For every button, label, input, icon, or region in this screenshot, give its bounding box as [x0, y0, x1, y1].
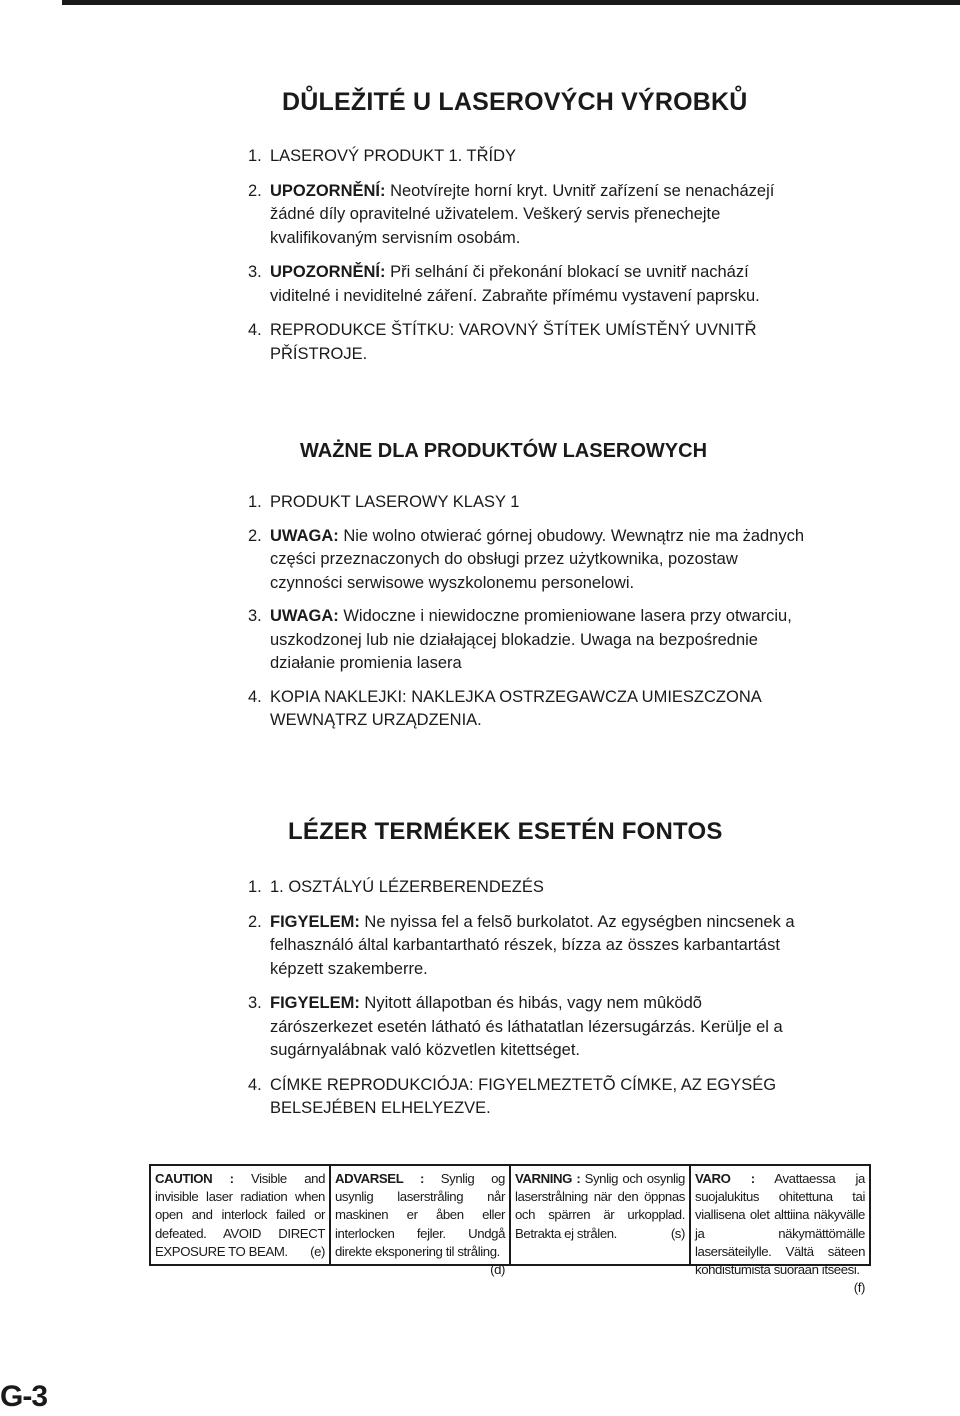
czech-item-3: 3. UPOZORNĚNÍ: Při selhání či překonání blokací se uvnitř nachází viditelné i neviditelné záření. Zabraňte přímému vystavení paprsku.	[248, 263, 760, 305]
polish-item-3: 3. UWAGA: Widoczne i niewidoczne promieniowane lasera przy otwarciu, uszkodzonej lub nie działającej blokadzie. Uwaga na bezpośrednie działanie promienia lasera	[248, 607, 792, 672]
hungarian-item-3: 3. FIGYELEM: Nyitott állapotban és hibás, vagy nem mûködõ zárószerkezet esetén látható és láthatatlan lézersugárzás. Kerülje el a sugárnyalábnak való közvetlen kitettséget.	[248, 994, 783, 1059]
hungarian-item-2: 2. FIGYELEM: Ne nyissa fel a felsõ burkolatot. Az egységben nincsenek a felhasználó által karbantartható részek, bízza az összes karbantartást képzett szakemberre.	[248, 912, 795, 978]
page-number: G-3	[0, 1380, 48, 1413]
warning-label-english: CAUTION : Visible and invisible laser radiation when open and interlock failed or defeated. AVOID DIRECT EXPOSURE TO BEAM. (e)	[151, 1166, 331, 1264]
top-rule	[62, 0, 960, 5]
warning-label-finnish: VARO : Avattaessa ja suojalukitus ohitettuna tai viallisena olet alttiina näkyvälle ja näkymättömälle lasersäteilylle. Vältä säteen kohdistumista suoraan itseesi. (f)	[695, 1171, 865, 1296]
hungarian-item-1: 1. 1. OSZTÁLYÚ LÉZERBERENDEZÉS	[248, 878, 544, 896]
polish-item-1: 1. PRODUKT LASEROWY KLASY 1	[248, 493, 520, 511]
czech-item-2: 2. UPOZORNĚNÍ: Neotvírejte horní kryt. Uvnitř zařízení se nenacházejí žádné díly opravitelné uživatelem. Veškerý servis přenechejte kvalifikovaným servisním osobám.	[248, 181, 775, 247]
czech-title: DŮLEŽITÉ U LASEROVÝCH VÝROBKŮ	[282, 88, 748, 116]
czech-section	[248, 88, 808, 366]
czech-item-4: 4. REPRODUKCE ŠTÍTKU: VAROVNÝ ŠTÍTEK UMÍSTĚNÝ UVNITŘ PŘÍSTROJE.	[248, 321, 757, 363]
polish-title: WAŻNE DLA PRODUKTÓW LASEROWYCH	[300, 440, 708, 462]
hungarian-section	[248, 818, 808, 1121]
laser-warning-label-box	[149, 1164, 871, 1296]
hungarian-title: LÉZER TERMÉKEK ESETÉN FONTOS	[288, 818, 723, 845]
warning-label-danish: ADVARSEL : Synlig og usynlig laserstråling når maskinen er åben eller interlocken fejler. Undgå direkte eksponering til stråling. (d)	[331, 1166, 511, 1264]
polish-section	[248, 440, 808, 733]
warning-label-swedish: VARNING : Synlig och osynlig laserstrålning när den öppnas och spärren är urkopplad. Betrakta ej strålen. (s)	[511, 1166, 691, 1264]
polish-item-4: 4. KOPIA NAKLEJKI: NAKLEJKA OSTRZEGAWCZA UMIESZCZONA WEWNĄTRZ URZĄDZENIA.	[248, 687, 761, 729]
czech-item-1: 1. LASEROVÝ PRODUKT 1. TŘÍDY	[248, 147, 517, 165]
hungarian-item-4: 4. CÍMKE REPRODUKCIÓJA: FIGYELMEZTETÕ CÍMKE, AZ EGYSÉG BELSEJÉBEN ELHELYEZVE.	[248, 1075, 777, 1117]
polish-item-2: 2. UWAGA: Nie wolno otwierać górnej obudowy. Wewnątrz nie ma żadnych części przeznaczonych do obsługi przez użytkownika, pozostaw czynności serwisowe wyszkolonemu personelowi.	[248, 526, 805, 592]
